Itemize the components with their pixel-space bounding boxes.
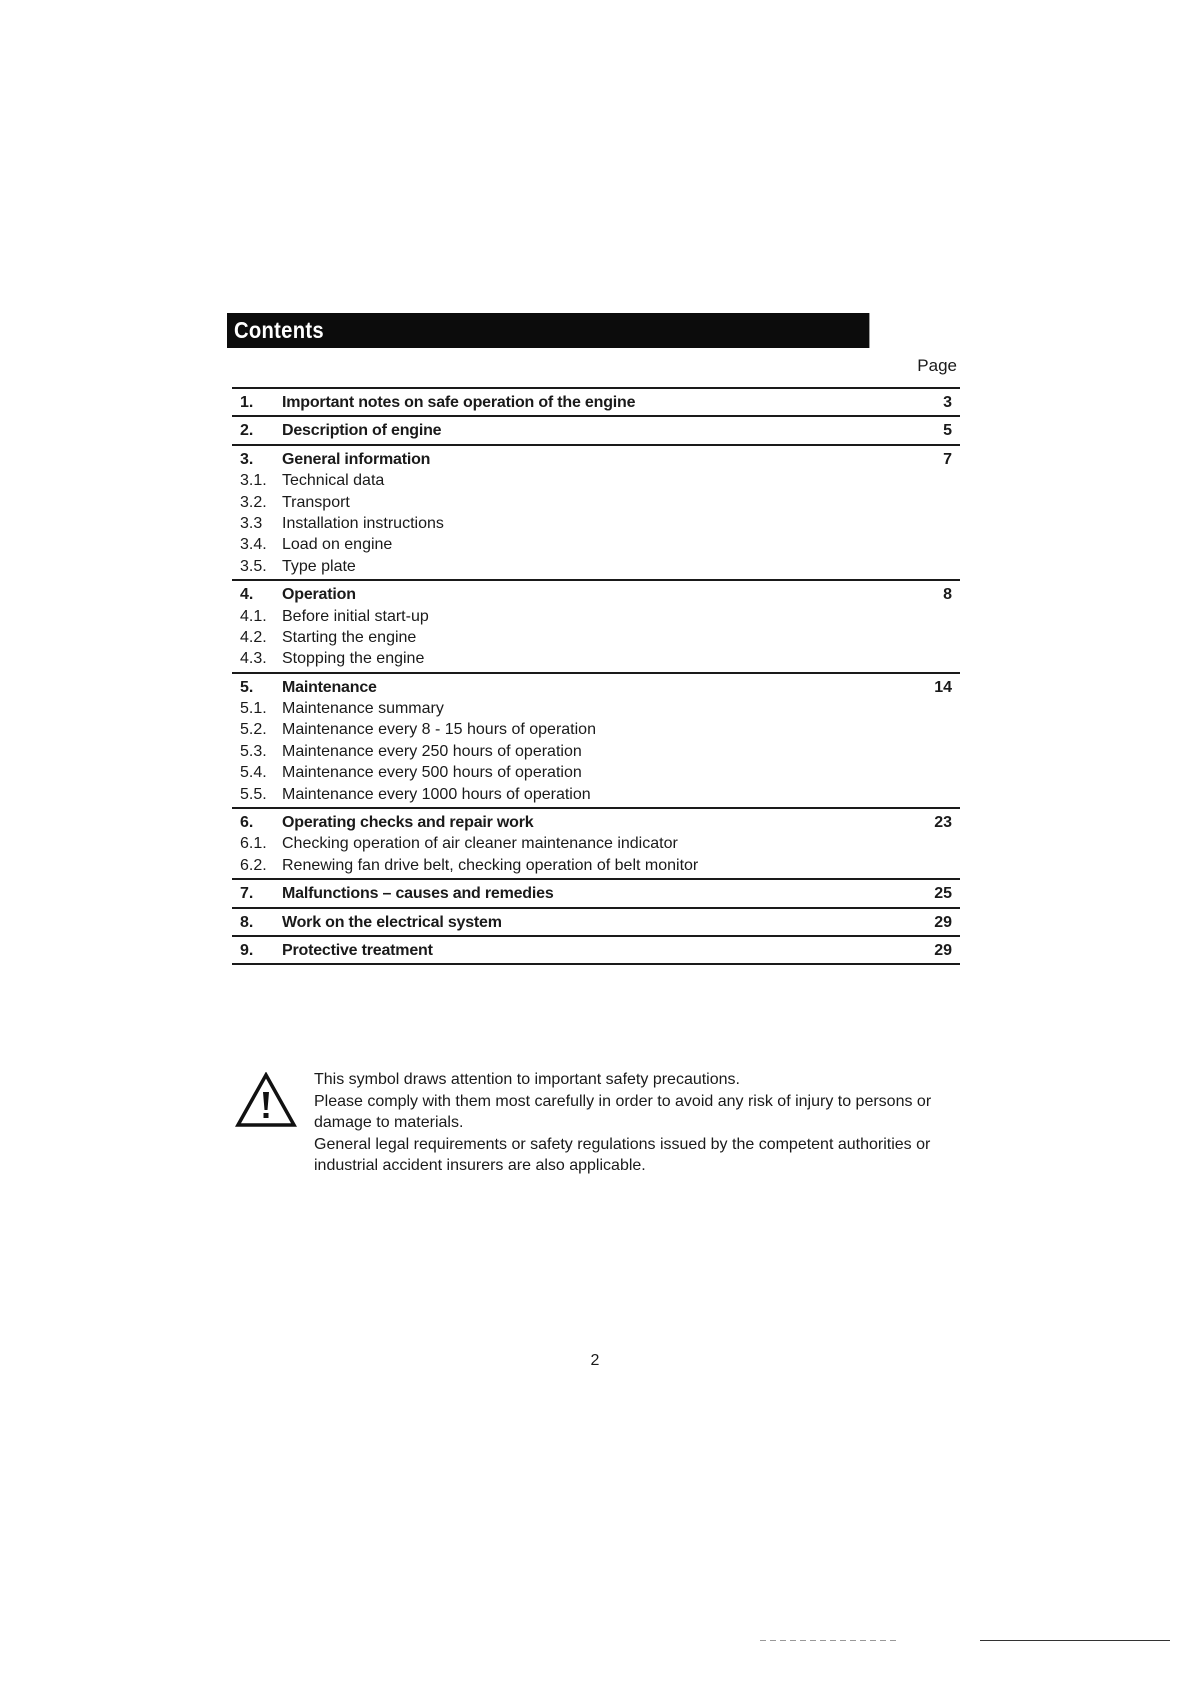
toc-subentry-number: 4.3. <box>240 650 267 668</box>
toc-subentry-title: Installation instructions <box>282 514 444 532</box>
toc-section <box>232 415 960 443</box>
toc-entry-page: 3 <box>943 394 952 411</box>
toc-entry-page: 14 <box>934 678 952 696</box>
toc-entry-page: 8 <box>943 586 952 604</box>
toc-entry-number: 2. <box>240 422 254 440</box>
toc-entry-page: 29 <box>934 913 952 931</box>
safety-notice-line: General legal requirements or safety regulations issued by the competent authorities or <box>314 1135 931 1153</box>
warning-triangle-icon <box>235 1072 297 1128</box>
toc-subentry[interactable] <box>232 741 960 762</box>
toc-entry-number: 6. <box>240 814 254 832</box>
toc-subentry-title: Stopping the engine <box>282 650 425 668</box>
toc-subentry[interactable] <box>232 833 960 854</box>
toc-subentry-number: 3.1. <box>240 472 267 490</box>
toc-entry[interactable] <box>232 420 960 441</box>
toc-subentry-number: 3.3 <box>240 514 263 532</box>
toc-section <box>232 672 960 807</box>
toc-entry[interactable] <box>232 940 960 961</box>
toc-section <box>232 579 960 672</box>
toc-entry-title: Protective treatment <box>282 941 433 959</box>
toc-subentry[interactable] <box>232 784 960 805</box>
toc-entry[interactable] <box>232 883 960 904</box>
toc-subentry[interactable] <box>232 627 960 648</box>
toc-entry-title: Important notes on safe operation of the engine <box>282 394 636 411</box>
toc-entry[interactable] <box>232 812 960 833</box>
toc-subentry[interactable] <box>232 470 960 491</box>
toc-subentry[interactable] <box>232 492 960 513</box>
safety-notice-line: Please comply with them most carefully in order to avoid any risk of injury to persons or <box>314 1092 932 1110</box>
safety-notice-line: This symbol draws attention to important safety precautions. <box>314 1071 740 1088</box>
toc-subentry-title: Renewing fan drive belt, checking operation of belt monitor <box>282 856 699 874</box>
toc-subentry[interactable] <box>232 648 960 669</box>
toc-entry-number: 1. <box>240 394 254 411</box>
scan-artifact <box>980 1640 1170 1641</box>
toc-section <box>232 807 960 878</box>
toc-section <box>232 878 960 906</box>
toc-entry-page: 29 <box>934 941 952 959</box>
toc-entry-title: Maintenance <box>282 678 377 696</box>
contents-title: Contents <box>234 317 324 343</box>
toc-section <box>232 444 960 579</box>
toc-subentry-number: 4.1. <box>240 607 267 625</box>
toc-section <box>232 907 960 935</box>
toc-subentry-title: Maintenance summary <box>282 700 444 718</box>
toc-entry-title: Operation <box>282 586 356 604</box>
toc-entry[interactable] <box>232 677 960 698</box>
toc-entry-title: General information <box>282 450 431 468</box>
toc-subentry-title: Before initial start-up <box>282 607 429 625</box>
toc-subentry[interactable] <box>232 762 960 783</box>
toc-entry-title: Malfunctions – causes and remedies <box>282 885 554 903</box>
toc-subentry-number: 3.2. <box>240 493 267 511</box>
toc-section <box>232 387 960 415</box>
toc-entry[interactable] <box>232 584 960 605</box>
safety-notice-line: industrial accident insurers are also applicable. <box>314 1157 646 1175</box>
toc-entry-title: Work on the electrical system <box>282 913 502 931</box>
toc-subentry-title: Transport <box>282 493 350 511</box>
toc-subentry-number: 3.4. <box>240 536 267 554</box>
toc-entry-number: 3. <box>240 450 254 468</box>
toc-subentry-number: 5.5. <box>240 785 267 803</box>
toc-subentry-title: Maintenance every 1000 hours of operation <box>282 785 591 803</box>
safety-notice-line: damage to materials. <box>314 1114 464 1132</box>
toc-entry-number: 4. <box>240 586 254 604</box>
toc-subentry-number: 5.1. <box>240 700 267 718</box>
page-column-label: Page <box>917 356 957 375</box>
toc-entry-title: Description of engine <box>282 422 442 440</box>
toc-subentry[interactable] <box>232 698 960 719</box>
toc-subentry[interactable] <box>232 534 960 555</box>
toc-subentry-number: 6.2. <box>240 856 267 874</box>
toc-entry[interactable] <box>232 392 960 413</box>
toc-subentry[interactable] <box>232 719 960 740</box>
toc-subentry-number: 4.2. <box>240 628 267 646</box>
contents-title-bar <box>227 313 869 348</box>
toc-subentry-title: Starting the engine <box>282 628 417 646</box>
toc-entry-title: Operating checks and repair work <box>282 814 534 832</box>
toc-subentry[interactable] <box>232 513 960 534</box>
table-of-contents <box>232 387 960 965</box>
toc-entry-number: 7. <box>240 885 254 903</box>
page-number: 2 <box>590 1352 600 1369</box>
toc-entry[interactable] <box>232 912 960 933</box>
toc-entry-page: 5 <box>943 422 952 440</box>
toc-subentry-title: Checking operation of air cleaner maintenance indicator <box>282 835 678 853</box>
toc-subentry-number: 3.5. <box>240 557 267 575</box>
toc-subentry[interactable] <box>232 556 960 577</box>
toc-subentry-title: Type plate <box>282 557 356 575</box>
toc-entry-number: 8. <box>240 913 254 931</box>
toc-subentry-title: Maintenance every 8 - 15 hours of operation <box>282 721 596 739</box>
toc-entry-number: 9. <box>240 941 254 959</box>
toc-subentry-number: 5.3. <box>240 742 267 760</box>
toc-subentry-number: 6.1. <box>240 835 267 853</box>
toc-section <box>232 935 960 965</box>
toc-subentry-title: Load on engine <box>282 536 393 554</box>
toc-subentry-title: Technical data <box>282 472 385 490</box>
toc-subentry-number: 5.4. <box>240 764 267 782</box>
toc-entry-page: 7 <box>943 450 952 468</box>
toc-subentry[interactable] <box>232 855 960 876</box>
toc-entry-page: 23 <box>934 814 952 832</box>
toc-subentry-title: Maintenance every 500 hours of operation <box>282 764 582 782</box>
scan-artifact <box>760 1640 900 1641</box>
toc-entry-number: 5. <box>240 678 254 696</box>
toc-subentry-number: 5.2. <box>240 721 267 739</box>
toc-subentry[interactable] <box>232 606 960 627</box>
toc-entry[interactable] <box>232 449 960 470</box>
toc-subentry-title: Maintenance every 250 hours of operation <box>282 742 582 760</box>
toc-entry-page: 25 <box>934 885 952 903</box>
safety-notice-text <box>314 1069 954 1177</box>
